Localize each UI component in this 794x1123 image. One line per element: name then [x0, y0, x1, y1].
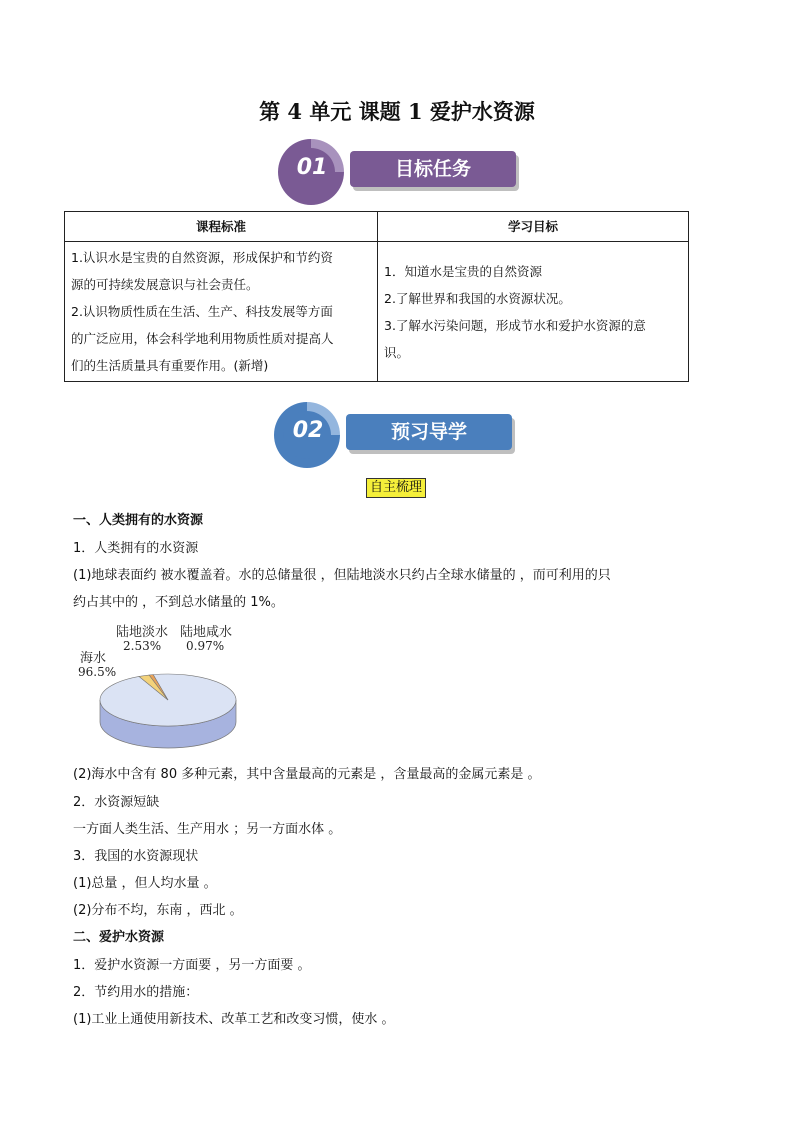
standards-line: 的广泛应用，体会科学地利用物质性质对提高人 [71, 331, 334, 346]
question-line: 1．爱护水资源一方面要 ，另一方面要 。 [73, 958, 311, 973]
goals-table [64, 211, 689, 382]
standards-line: 们的生活质量具有重要作用。(新增) [71, 358, 269, 373]
legend-seawater: 海水 [80, 651, 107, 666]
question-line: (1)工业上通使用新技术、改革工艺和改变习惯，使水 。 [73, 1012, 395, 1027]
legend-freshwater-value: 2.53% [123, 639, 162, 653]
subheading-2: 2．水资源短缺 [73, 795, 160, 810]
question-line: (2)分布不均，东南 ，西北 。 [73, 903, 243, 918]
standards-line: 2.认识物质性质在生活、生产、科技发展等方面 [71, 304, 333, 319]
legend-seawater-value: 96.5% [78, 665, 117, 679]
question-line: 约占其中的 ，不到总水储量的 1%。 [73, 595, 284, 610]
section-label: 目标任务 [350, 151, 516, 187]
heading-protect-water: 二、爱护水资源 [73, 930, 165, 945]
section-number: 01 [296, 155, 328, 180]
legend-saltland-value: 0.97% [186, 639, 225, 653]
section-number: 02 [292, 418, 324, 443]
standards-line: 1.认识水是宝贵的自然资源，形成保护和节约资 [71, 250, 333, 265]
question-line: 一方面人类生活、生产用水 ；另一方面水体 。 [73, 822, 342, 837]
subheading-3: 3．我国的水资源现状 [73, 849, 199, 864]
subheading-1: 1．人类拥有的水资源 [73, 541, 199, 556]
objectives-line: 识。 [384, 344, 410, 360]
objectives-cell [378, 242, 689, 382]
table-header-objectives: 学习目标 [378, 212, 689, 242]
pie-3d-base [100, 674, 236, 748]
objectives-line: 1．知道水是宝贵的自然资源 [384, 263, 542, 279]
standards-line: 源的可持续发展意识与社会责任。 [71, 277, 259, 292]
legend-freshwater: 陆地淡水 [116, 625, 169, 640]
standards-cell [65, 242, 378, 382]
question-line: (1)总量 ，但人均水量 。 [73, 876, 217, 891]
heading-water-resources: 一、人类拥有的水资源 [73, 513, 204, 528]
question-line: (1)地球表面约 被水覆盖着。水的总储量很 ，但陆地淡水只约占全球水储量的 ，而可利用的只 [73, 568, 611, 583]
water-distribution-pie-chart [72, 614, 252, 760]
self-review-tag: 自主梳理 [366, 478, 426, 498]
objectives-line: 2.了解世界和我国的水资源状况。 [384, 290, 571, 306]
table-header-standards: 课程标准 [65, 212, 378, 242]
subheading-measures: 2．节约用水的措施： [73, 985, 199, 1000]
question-line: (2)海水中含有 80 多种元素，其中含量最高的元素是 ，含量最高的金属元素是 。 [73, 767, 541, 782]
page-title: 第 4 单元 课题 1 爱护水资源 [259, 99, 535, 124]
objectives-line: 3.了解水污染问题，形成节水和爱护水资源的意 [384, 317, 646, 333]
section-label: 预习导学 [346, 414, 512, 450]
legend-saltland: 陆地咸水 [180, 625, 233, 640]
